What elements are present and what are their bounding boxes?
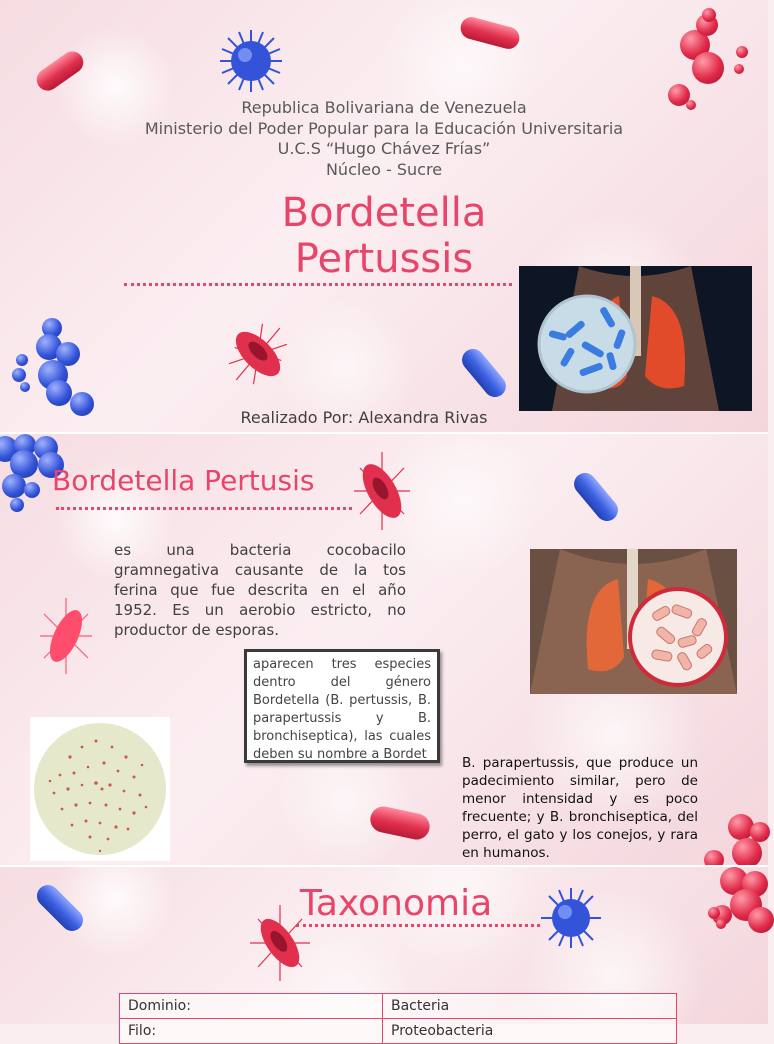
- title-line: Pertussis: [294, 236, 474, 282]
- header-line: Republica Bolivariana de Venezuela: [241, 98, 527, 117]
- table-cell: Dominio:: [120, 994, 383, 1019]
- slide-taxonomy: [0, 867, 768, 1039]
- slide-title: [0, 0, 768, 432]
- red-pill-icon: [32, 47, 87, 95]
- title-underline: [124, 283, 512, 286]
- red-bacterium-icon: [346, 448, 418, 534]
- page-title: [214, 190, 554, 282]
- table-row: [120, 994, 677, 1019]
- title-underline: [296, 924, 540, 927]
- author-credit: Realizado Por: Alexandra Rivas: [240, 408, 488, 427]
- species-note-box: aparecen tres especies dentro del género Bordetella (B. pertussis, B. parapertussis y B. bronchiseptica), las cuales deben su nombre a Bordet: [244, 649, 440, 763]
- lungs-bacteria-image: [530, 549, 737, 694]
- table-cell: Filo:: [120, 1019, 383, 1044]
- blue-virus-icon: [216, 26, 286, 96]
- agar-culture-image: [30, 717, 170, 861]
- slide-intro: [0, 434, 768, 865]
- red-bacterium-icon: [218, 314, 298, 394]
- header-line: U.C.S “Hugo Chávez Frías”: [277, 139, 491, 158]
- blue-virus-icon: [538, 885, 604, 951]
- taxonomy-table: [119, 993, 677, 1044]
- blue-pill-icon: [570, 468, 623, 525]
- blue-pill-icon: [458, 344, 511, 401]
- table-row: [120, 1019, 677, 1044]
- header-line: Núcleo - Sucre: [325, 159, 443, 179]
- red-pill-icon: [458, 15, 522, 52]
- header-line: Ministerio del Poder Popular para la Educación Universitaria: [144, 118, 624, 138]
- section-title: Bordetella Pertusis: [52, 464, 315, 497]
- lungs-bacteria-image: [519, 266, 752, 411]
- table-cell: Bacteria: [383, 994, 677, 1019]
- section-title: Taxonomia: [299, 883, 493, 924]
- table-cell: Proteobacteria: [383, 1019, 677, 1044]
- title-line: Bordetella: [281, 190, 487, 236]
- title-underline: [56, 507, 352, 510]
- blue-pill-icon: [32, 880, 87, 935]
- red-pill-icon: [368, 804, 432, 842]
- intro-paragraph: es una bacteria cocobacilo gramnegativa causante de la tos ferina que fue descrita en el año 1952. Es un aerobio estricto, no productor de esporas.: [114, 541, 406, 639]
- parapertussis-paragraph: B. parapertussis, que produce un padecimiento similar, pero de menor intensidad y es poco frecuente; y B. bronchiseptica, del perro, el gato y los conejos, y rara en humanos.: [462, 755, 698, 861]
- red-bacterium-icon: [36, 596, 96, 676]
- institution-header: [0, 98, 768, 180]
